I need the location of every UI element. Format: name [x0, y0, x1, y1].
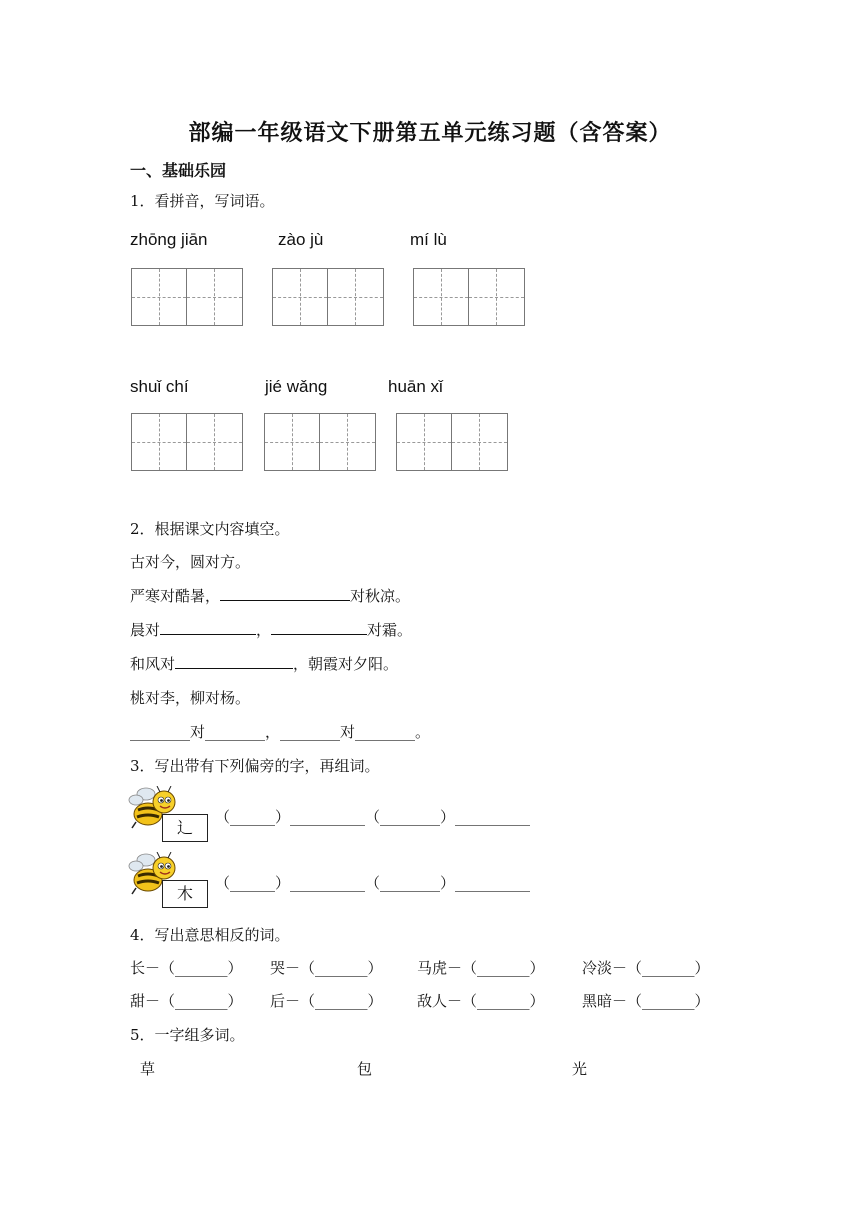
couplet-text: 和风对 — [130, 655, 176, 673]
answer-blank[interactable] — [160, 620, 256, 635]
writing-grid[interactable] — [272, 268, 384, 326]
pinyin-label: zhōnɡ jiān — [130, 230, 208, 249]
radical-box: 木 — [162, 880, 208, 908]
pinyin-label: shuǐ chí — [130, 377, 189, 396]
radical-box: 辶 — [162, 814, 208, 842]
pinyin-label: jié wǎnɡ — [265, 377, 328, 396]
word-char: 草 — [140, 1060, 156, 1078]
antonym-item[interactable]: 黑暗－（_______） — [582, 992, 710, 1010]
couplet-line — [130, 619, 412, 640]
answer-blank[interactable] — [271, 620, 367, 635]
antonym-item[interactable]: 哭－（_______） — [270, 959, 383, 977]
antonym-item[interactable]: 长－（_______） — [130, 959, 243, 977]
word-char: 光 — [572, 1060, 588, 1078]
question-3-prompt: 3．写出带有下列偏旁的字，再组词。 — [130, 757, 380, 775]
section-heading: 一、基础乐园 — [130, 161, 227, 180]
question-4-prompt: 4．写出意思相反的词。 — [130, 926, 290, 944]
couplet-text: 严寒对酷暑， — [130, 587, 221, 605]
antonym-item[interactable]: 冷淡－（_______） — [582, 959, 710, 977]
answer-blank[interactable] — [175, 654, 293, 669]
radical-answer-blanks[interactable]: （______）__________（________）__________ — [215, 874, 531, 892]
antonym-item[interactable]: 后－（_______） — [270, 992, 383, 1010]
writing-grid[interactable] — [131, 413, 243, 471]
question-5-prompt: 5．一字组多词。 — [130, 1026, 245, 1044]
writing-grid[interactable] — [131, 268, 243, 326]
question-2-prompt: 2．根据课文内容填空。 — [130, 520, 290, 538]
couplet-text: ， — [256, 621, 272, 639]
couplet-fill-line[interactable]: ________对________，________对________。 — [130, 723, 431, 741]
writing-grid[interactable] — [413, 268, 525, 326]
couplet-text: 对霜。 — [367, 621, 413, 639]
couplet-text: 晨对 — [130, 621, 161, 639]
antonym-item[interactable]: 马虎－（_______） — [417, 959, 545, 977]
writing-grid[interactable] — [264, 413, 376, 471]
pinyin-label: mí lù — [410, 230, 447, 249]
radical-answer-blanks[interactable]: （______）__________（________）__________ — [215, 808, 531, 826]
writing-grid[interactable] — [396, 413, 508, 471]
couplet-line: 桃对李，柳对杨。 — [130, 689, 251, 707]
couplet-text: 对秋凉。 — [350, 587, 411, 605]
pinyin-label: huān xǐ — [388, 377, 443, 396]
antonym-item[interactable]: 敌人－（_______） — [417, 992, 545, 1010]
pinyin-label: zào jù — [278, 230, 324, 249]
antonym-item[interactable]: 甜－（_______） — [130, 992, 243, 1010]
couplet-line — [130, 653, 398, 674]
page-title: 部编一年级语文下册第五单元练习题（含答案） — [188, 120, 672, 146]
couplet-text: ，朝霞对夕阳。 — [293, 655, 399, 673]
couplet-line: 古对今，圆对方。 — [130, 553, 251, 571]
answer-blank[interactable] — [220, 586, 350, 601]
couplet-line — [130, 585, 410, 606]
question-1-prompt: 1．看拼音，写词语。 — [130, 192, 275, 210]
word-char: 包 — [357, 1060, 373, 1078]
